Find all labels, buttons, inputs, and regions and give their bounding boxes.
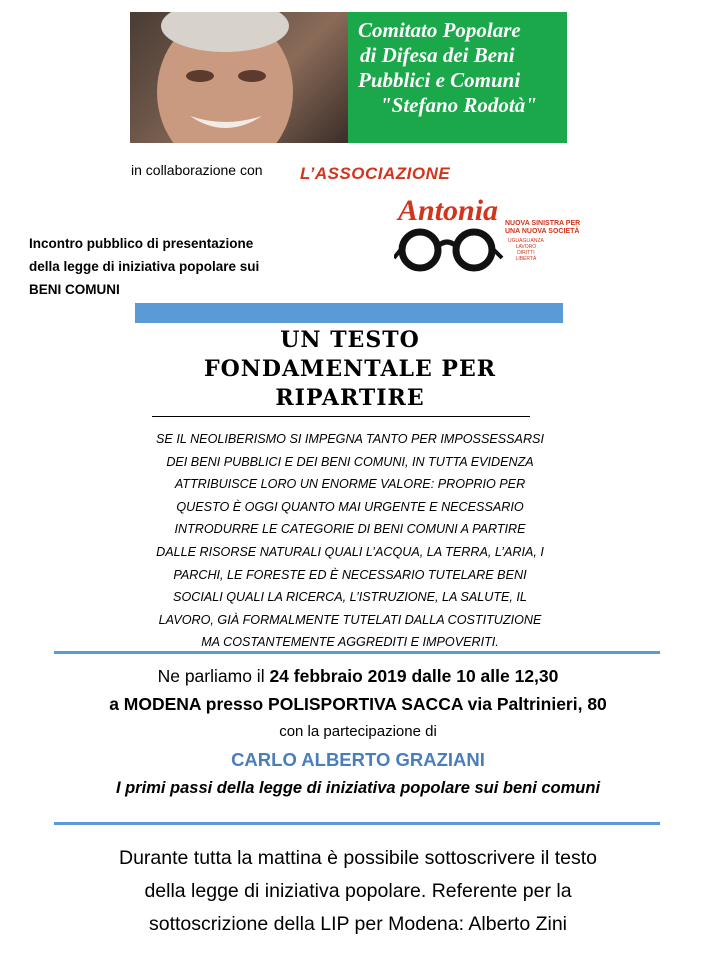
body-line: LAVORO, GIÀ FORMALMENTE TUTELATI DALLA COSTITUZIONE: [158, 612, 542, 627]
portrait-photo: [130, 12, 348, 143]
body-line: QUESTO È OGGI QUANTO MAI URGENTE E NECESSARIO: [176, 499, 524, 514]
committee-line: Comitato Popolare: [358, 18, 521, 42]
headline-line: RIPARTIRE: [275, 385, 425, 411]
body-line: DALLE RISORSE NATURALI QUALI L’ACQUA, LA TERRA, L’ARIA, I: [156, 544, 544, 559]
body-line: MA COSTANTEMENTE AGGREDITI E IMPOVERITI.: [201, 635, 499, 650]
talk-title: I primi passi della legge di iniziativa popolare sui beni comuni: [115, 779, 601, 797]
section-divider: [54, 651, 660, 654]
headline-divider: [152, 416, 530, 417]
participation-label: con la partecipazione di: [279, 723, 437, 740]
footer-line: Durante tutta la mattina è possibile sottoscrivere il testo: [119, 847, 597, 869]
collaboration-label: in collaborazione con: [131, 162, 263, 178]
event-date-line: Ne parliamo il 24 febbraio 2019 dalle 10 alle 12,30: [157, 666, 559, 686]
committee-line: Pubblici e Comuni: [358, 68, 521, 92]
association-title: L’ASSOCIAZIONE: [300, 164, 451, 183]
body-line: ATTRIBUISCE LORO UN ENORME VALORE: PROPRIO PER: [174, 477, 526, 492]
committee-line: "Stefano Rodotà": [380, 93, 537, 117]
association-tagline: NUOVA SINISTRA PER UNA NUOVA SOCIETÀ: [505, 220, 581, 235]
blue-banner-bar: [135, 303, 563, 323]
intro-line: Incontro pubblico di presentazione: [29, 236, 254, 251]
event-date: 24 febbraio 2019 dalle 10 alle 12,30: [269, 666, 559, 686]
speaker-name: CARLO ALBERTO GRAZIANI: [231, 749, 485, 770]
footer-line: sottoscrizione della LIP per Modena: Alberto Zini: [148, 913, 568, 935]
body-line: DEI BENI PUBBLICI E DEI BENI COMUNI, IN TUTTA EVIDENZA: [166, 454, 534, 469]
headline-line: FONDAMENTALE PER: [204, 356, 496, 382]
signature-note: [40, 842, 676, 941]
event-details: [40, 662, 676, 802]
intro-line: della legge di iniziativa popolare sui: [29, 259, 260, 274]
body-line: SE IL NEOLIBERISMO SI IMPEGNA TANTO PER IMPOSSESSARSI: [156, 432, 544, 446]
body-line: SOCIALI QUALI LA RICERCA, L’ISTRUZIONE, LA SALUTE, IL: [173, 590, 527, 605]
association-values: UGUAGLIANZA LAVORO DIRITTI LIBERTÀ: [508, 238, 544, 262]
intro-text: [29, 232, 259, 301]
footer-line: della legge di iniziativa popolare. Referente per la: [144, 880, 572, 902]
body-line: INTRODURRE LE CATEGORIE DI BENI COMUNI A PARTIRE: [174, 522, 526, 537]
glasses-logo-icon: [394, 228, 506, 272]
event-location: a MODENA presso POLISPORTIVA SACCA via Paltrinieri, 80: [109, 694, 607, 714]
committee-line: di Difesa dei Beni: [360, 43, 515, 67]
headline: [150, 326, 550, 413]
body-line: PARCHI, LE FORESTE ED È NECESSARIO TUTELARE BENI: [173, 567, 527, 582]
intro-line: BENI COMUNI: [29, 282, 120, 297]
body-paragraph: [140, 428, 560, 654]
association-logo-text: Antonia: [398, 194, 499, 227]
committee-panel: [348, 12, 567, 143]
headline-line: UN TESTO: [280, 327, 420, 353]
section-divider: [54, 822, 660, 825]
